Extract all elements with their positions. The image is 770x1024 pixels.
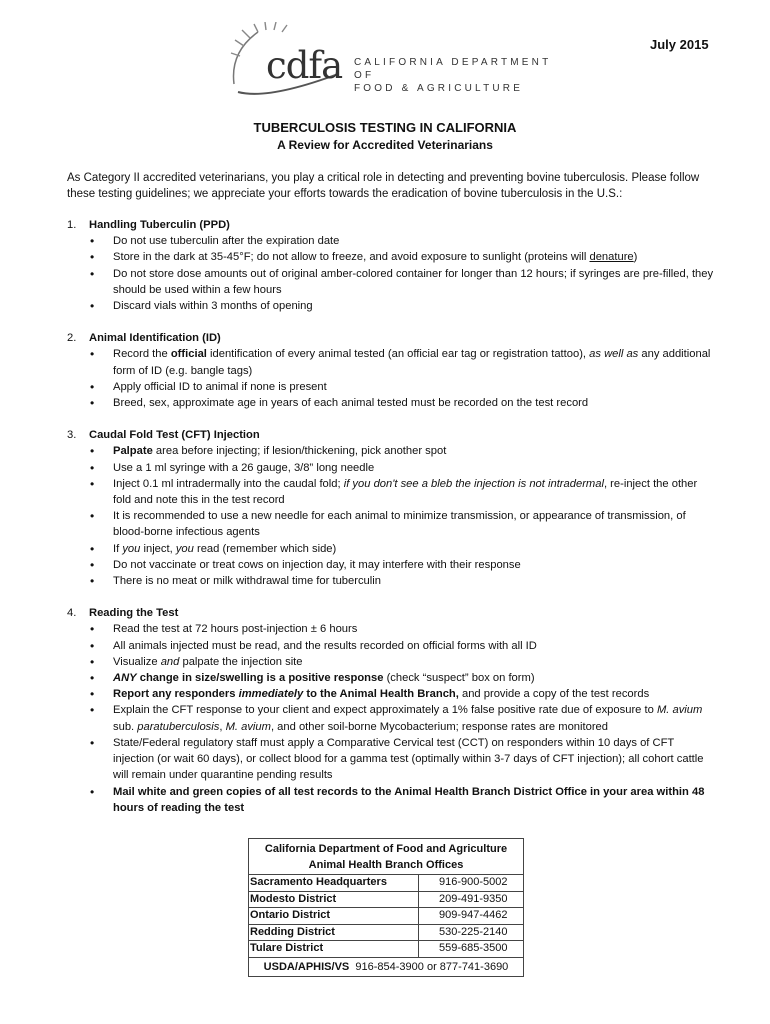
bullet-list [67,443,717,589]
office-phone: 916-900-5002 [439,876,508,888]
cdfa-logo [228,22,558,102]
list-item: • It is recommended to use a new needle for each animal to minimize transmission, or appearance of transmission, of blood-borne infectious agents [113,508,717,540]
section-title: Caudal Fold Test (CFT) Injection [89,429,260,442]
section-number: 3. [67,429,77,442]
list-item: • ANY change in size/swelling is a positive response (check “suspect” box on form) [113,670,717,686]
section-title: Handling Tuberculin (PPD) [89,219,230,231]
bullet-list [67,233,717,314]
page-subtitle: A Review for Accredited Veterinarians [277,138,493,152]
offices-table-footer [249,958,523,976]
section [67,605,717,816]
section-number: 1. [67,219,77,231]
list-item: • Do not store dose amounts out of original amber-colored container for longer than 12 hours; if syringes are pre-filled, they should be used within a few hours [113,266,717,298]
office-name: Redding District [249,925,419,941]
list-item: • Palpate area before injecting; if lesion/thickening, pick another spot [113,443,717,459]
list-item: • Do not use tuberculin after the expiration date [113,233,717,249]
section [67,217,717,314]
section-number: 4. [67,607,77,620]
list-item: • If you inject, you read (remember which side) [113,541,717,557]
section [67,330,717,411]
table-row [249,941,523,958]
section-heading [67,427,717,443]
offices-rows [249,875,523,958]
page-title: TUBERCULOSIS TESTING IN CALIFORNIA [253,120,517,135]
list-item: • State/Federal regulatory staff must apply a Comparative Cervical test (CCT) on responders within 10 days of CFT injection (or wait 60 days), or collect blood for a gamma test (optimally within 3-7 days of CFT injection); all cohort cattle will remain under quarantine pending results [113,735,717,784]
office-name: Modesto District [249,892,419,908]
office-phone: 559-685-3500 [439,942,508,955]
document-date: July 2015 [650,37,709,52]
table-row [249,908,523,925]
list-item: • Explain the CFT response to your client and expect approximately a 1% false positive rate due of exposure to M. avium sub. paratuberculosis, M. avium, and other soil-borne Mycobacterium; response rates are monitored [113,702,717,734]
list-item: • Inject 0.1 ml intradermally into the caudal fold; if you don't see a bleb the injection is not intradermal, re-inject the other fold and note this in the test record [113,476,717,508]
office-name: Ontario District [249,908,419,924]
section-heading [67,330,717,346]
usda-or: or [426,960,437,973]
list-item: • Read the test at 72 hours post-injection ± 6 hours [113,621,717,637]
list-item: • Visualize and palpate the injection site [113,654,717,670]
office-phone: 209-491-9350 [439,892,508,905]
office-name: Sacramento Headquarters [249,875,419,891]
office-phone: 909-947-4462 [439,909,508,922]
list-item: • Store in the dark at 35-45°F; do not allow to freeze, and avoid exposure to sunlight (proteins will denature) [113,249,717,265]
list-item: • Use a 1 ml syringe with a 26 gauge, 3/8” long needle [113,460,717,476]
section-heading [67,605,717,621]
list-item: • All animals injected must be read, and the results recorded on official forms with all ID [113,638,717,654]
offices-heading-line-2: Animal Health Branch Offices [308,859,464,871]
usda-label: USDA/APHIS/VS [263,960,350,973]
intro-paragraph: As Category II accredited veterinarians, you play a critical role in detecting and preventing bovine tuberculosis. Please follow these testing guidelines; we appreciate your efforts towards the eradication of bovine tuberculosis in the U.S.: [67,172,700,200]
office-name: Tulare District [249,941,419,957]
logo-department [354,56,558,95]
section-title: Animal Identification (ID) [89,332,221,345]
list-item: • Report any responders immediately to the Animal Health Branch, and provide a copy of the test records [113,686,717,702]
office-phone: 530-225-2140 [439,925,508,938]
logo-line-1: CALIFORNIA DEPARTMENT OF [354,57,552,81]
usda-phone-2: 877-741-3690 [439,960,509,973]
list-item: • There is no meat or milk withdrawal time for tuberculin [113,573,717,589]
section-number: 2. [67,332,77,345]
list-item: • Apply official ID to animal if none is present [113,379,717,395]
offices-table [248,838,524,977]
list-item: • Mail white and green copies of all test records to the Animal Health Branch District Office in your area within 48 hours of reading the test [113,784,717,816]
offices-heading-line-1: California Department of Food and Agriculture [264,843,508,855]
section-heading [67,217,717,233]
section [67,427,717,589]
list-item: • Discard vials within 3 months of opening [113,298,717,314]
bullet-list [67,621,717,815]
table-row [249,892,523,909]
logo-line-2: FOOD & AGRICULTURE [354,83,524,94]
bullet-list [67,346,717,411]
table-row [249,875,523,892]
list-item: • Breed, sex, approximate age in years of each animal tested must be recorded on the test record [113,395,717,411]
list-item: • Record the official identification of every animal tested (an official ear tag or registration tattoo), as well as any additional form of ID (e.g. bangle tags) [113,346,717,378]
logo-wordmark: cdfa [266,44,343,87]
table-row [249,925,523,942]
guidelines-sections [67,217,717,832]
usda-phone-1: 916-854-3900 [355,960,424,973]
section-title: Reading the Test [89,607,179,620]
list-item: • Do not vaccinate or treat cows on injection day, it may interfere with their response [113,557,717,573]
offices-table-heading [249,839,523,875]
